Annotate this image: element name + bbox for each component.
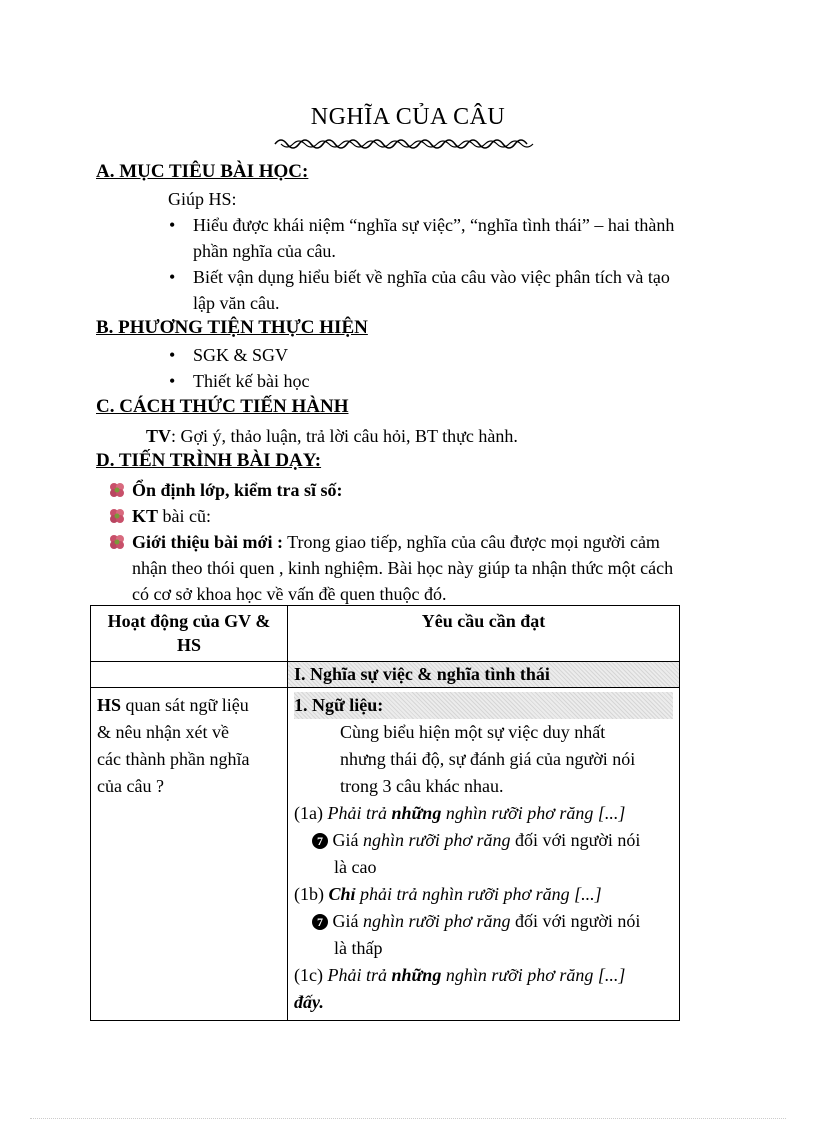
- section-a-bullet-1-cont: phần nghĩa của câu.: [193, 241, 336, 261]
- section-d-cont-2: có cơ sở khoa học về vấn đề quen thuộc đó.: [132, 584, 447, 604]
- table-content-row: [91, 688, 680, 1021]
- note-2: 7 Giá nghìn rưỡi phơ răng đối với người nói: [294, 908, 673, 935]
- page-bottom-divider: [30, 1118, 786, 1119]
- section-a-heading: A. MỤC TIÊU BÀI HỌC:: [96, 161, 309, 182]
- section-b-heading: B. PHƯƠNG TIỆN THỰC HIỆN: [96, 317, 368, 338]
- section-d-item-1: Ổn định lớp, kiểm tra sĩ số:: [108, 477, 343, 503]
- desc-line-1: Cùng biểu hiện một sự việc duy nhất: [340, 722, 606, 742]
- note-1: 7 Giá nghìn rưỡi phơ răng đối với người nói: [294, 827, 673, 854]
- desc-line-2: nhưng thái độ, sự đánh giá của người nói: [340, 749, 636, 769]
- section-d-item-3: Giới thiệu bài mới : Trong giao tiếp, nghĩa của câu được mọi người cảm: [108, 529, 660, 555]
- page-title: NGHĨA CỦA CÂU: [310, 104, 506, 130]
- example-1c: (1c) Phải trả những nghìn rưỡi phơ răng [...]: [294, 965, 626, 985]
- marker-icon: 7: [312, 833, 328, 849]
- section-d-item-2: KT bài cũ:: [108, 503, 211, 529]
- example-1c-end: đấy.: [294, 992, 324, 1012]
- example-1b: (1b) Chỉ phải trả nghìn rưỡi phơ răng [...]: [294, 884, 602, 904]
- ornament-divider: [270, 134, 540, 154]
- section-c-text: TV: Gợi ý, thảo luận, trả lời câu hỏi, BT thực hành.: [146, 426, 518, 446]
- sub-title: 1. Ngữ liệu:: [294, 692, 673, 719]
- marker-icon: 7: [312, 914, 328, 930]
- activity-line-1: HS quan sát ngữ liệu: [97, 695, 249, 715]
- flower-icon: [108, 507, 126, 525]
- section-b-bullet-1: • SGK & SGV: [169, 345, 289, 365]
- lesson-table: [90, 605, 680, 1021]
- activity-line-3: các thành phần nghĩa: [97, 749, 250, 769]
- activity-line-4: của câu ?: [97, 776, 164, 796]
- activity-cell: [91, 688, 288, 1021]
- flower-icon: [108, 533, 126, 551]
- requirements-cell: [288, 688, 680, 1021]
- table-header-row: [91, 606, 680, 662]
- note-1-cont: là cao: [334, 857, 377, 877]
- header-activity: Hoạt động của GV & HS: [91, 606, 288, 662]
- section-b-bullet-2: • Thiết kế bài học: [169, 371, 310, 391]
- section-d-heading: D. TIẾN TRÌNH BÀI DẠY:: [96, 450, 322, 471]
- table-section-row: [91, 662, 680, 688]
- section-title-cell: I. Nghĩa sự việc & nghĩa tình thái: [288, 662, 680, 688]
- desc-line-3: trong 3 câu khác nhau.: [340, 776, 504, 796]
- section-a-bullet-2-cont: lập văn câu.: [193, 293, 280, 313]
- example-1a: (1a) Phải trả những nghìn rưỡi phơ răng [...]: [294, 803, 626, 823]
- section-a-bullet-2: • Biết vận dụng hiểu biết về nghĩa của câu vào việc phân tích và tạo: [169, 267, 670, 287]
- section-d-cont-1: nhận theo thói quen , kinh nghiệm. Bài học này giúp ta nhận thức một cách: [132, 558, 674, 578]
- note-2-cont: là thấp: [334, 938, 383, 958]
- flower-icon: [108, 481, 126, 499]
- header-requirements: Yêu cầu cần đạt: [288, 606, 680, 662]
- section-a-bullet-1: • Hiểu được khái niệm “nghĩa sự việc”, “nghĩa tình thái” – hai thành: [169, 215, 675, 235]
- activity-line-2: & nêu nhận xét về: [97, 722, 229, 742]
- section-a-intro: Giúp HS:: [168, 189, 237, 209]
- section-c-heading: C. CÁCH THỨC TIẾN HÀNH: [96, 396, 349, 417]
